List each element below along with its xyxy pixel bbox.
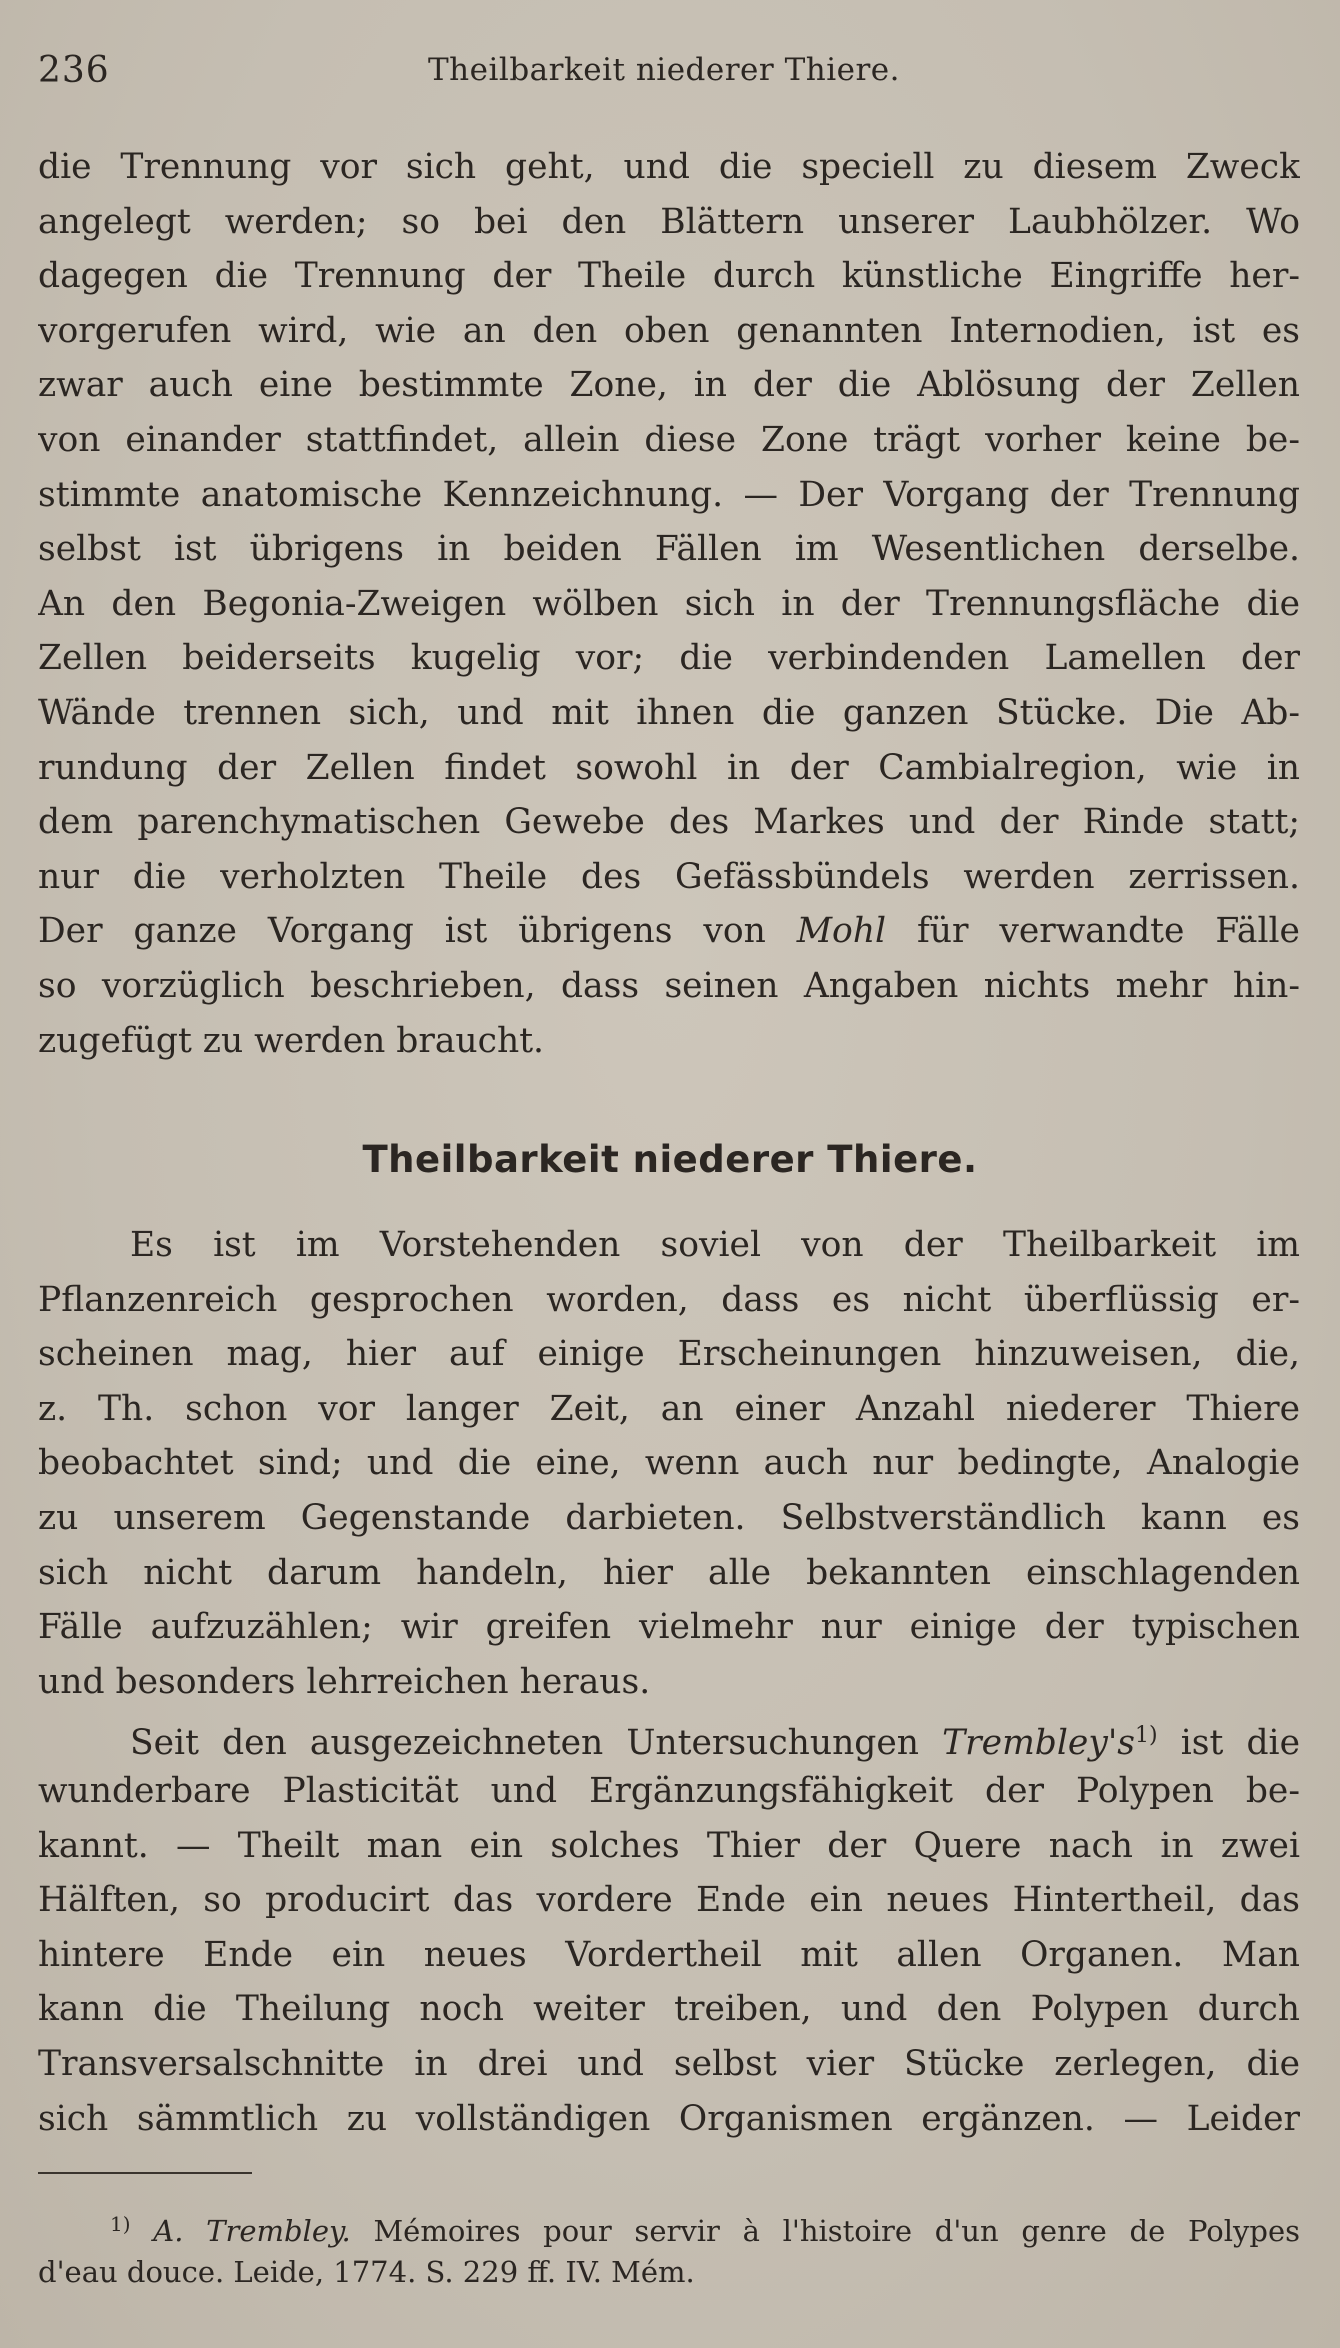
footnote-divider (38, 2172, 252, 2174)
paragraph-intro-thiere (38, 1218, 1300, 2146)
text-line: von einander stattfindet, allein diese Zone trägt vorher keine be- (38, 419, 1300, 460)
running-title: Theilbarkeit niederer Thiere. (428, 52, 900, 88)
text-line-mohl (38, 904, 1300, 959)
text-line: Pflanzenreich gesprochen worden, dass es nicht überflüssig er- (38, 1279, 1300, 1320)
text-line: An den Begonia-Zweigen wölben sich in der Trennungsfläche die (38, 583, 1300, 624)
text-line: z. Th. schon vor langer Zeit, an einer Anzahl niederer Thiere (38, 1388, 1300, 1429)
text-line: hintere Ende ein neues Vordertheil mit allen Organen. Man (38, 1934, 1300, 1975)
text-line: sich nicht darum handeln, hier alle bekannten einschlagenden (38, 1552, 1300, 1593)
text-line: die Trennung vor sich geht, und die speciell zu diesem Zweck (38, 147, 1300, 187)
text-line: zugefügt zu werden braucht. (38, 1020, 545, 1061)
text-line: vorgerufen wird, wie an den oben genannten Internodien, ist es (38, 310, 1300, 351)
text-segment: für verwandte Fälle (886, 911, 1300, 952)
text-line: selbst ist übrigens in beiden Fällen im Wesentlichen derselbe. (38, 529, 1300, 570)
text-line: so vorzüglich beschrieben, dass seinen Angaben nichts mehr hin- (38, 965, 1300, 1006)
text-line: und besonders lehrreichen heraus. (38, 1661, 651, 1702)
author-name-trembley: Trembley's (942, 1723, 1136, 1764)
text-line: zu unserem Gegenstande darbieten. Selbstverständlich kann es (38, 1497, 1300, 1538)
author-name-mohl: Mohl (796, 911, 887, 952)
text-line: Hälften, so producirt das vordere Ende ein neues Hintertheil, das (38, 1880, 1300, 1921)
text-segment: Seit den ausgezeichneten Untersuchungen (130, 1723, 943, 1764)
footnote (38, 2200, 1300, 2296)
text-line: rundung der Zellen findet sowohl in der Cambialregion, wie in (38, 747, 1300, 788)
text-line: scheinen mag, hier auf einige Erscheinungen hinzuweisen, die, (38, 1334, 1300, 1375)
section-heading: Theilbarkeit niederer Thiere. (362, 1138, 978, 1181)
footnote-line: d'eau douce. Leide, 1774. S. 229 ff. IV. Mém. (38, 2255, 695, 2289)
text-segment: Der ganze Vorgang ist übrigens von (38, 911, 797, 952)
text-line: dem parenchymatischen Gewebe des Markes und der Rinde statt; (38, 802, 1300, 843)
footnote-line (38, 2200, 1300, 2248)
text-line-trembley (38, 1709, 1300, 1764)
text-line: stimmte anatomische Kennzeichnung. — Der Vorgang der Trennung (38, 474, 1300, 515)
page-header (38, 40, 1300, 100)
footnote-author: A. Trembley. (153, 2214, 351, 2248)
text-line: sich sämmtlich zu vollständigen Organismen ergänzen. — Leider (38, 2098, 1300, 2139)
paragraph-trennung (38, 140, 1300, 1068)
text-segment: ist die (1157, 1723, 1300, 1764)
text-line: kann die Theilung noch weiter treiben, und den Polypen durch (38, 1989, 1300, 2030)
text-line: dagegen die Trennung der Theile durch künstliche Eingriffe her- (38, 256, 1300, 297)
footnote-title: Mémoires pour servir à l'histoire d'un genre de Polypes (350, 2214, 1300, 2248)
text-line: Es ist im Vorstehenden soviel von der Theilbarkeit im (130, 1225, 1300, 1265)
text-line: Zellen beiderseits kugelig vor; die verbindenden Lamellen der (38, 638, 1300, 679)
page-number: 236 (38, 50, 110, 91)
text-line: nur die verholzten Theile des Gefässbündels werden zerrissen. (38, 856, 1300, 897)
text-line: Transversalschnitte in drei und selbst vier Stücke zerlegen, die (38, 2043, 1300, 2084)
footnote-marker: 1) (110, 2212, 131, 2236)
text-line: angelegt werden; so bei den Blättern unserer Laubhölzer. Wo (38, 201, 1300, 242)
text-line: wunderbare Plasticität und Ergänzungsfähigkeit der Polypen be- (38, 1770, 1300, 1811)
text-line: Wände trennen sich, und mit ihnen die ganzen Stücke. Die Ab- (38, 692, 1300, 733)
text-line: Fälle aufzuzählen; wir greifen vielmehr nur einige der typischen (38, 1607, 1300, 1648)
footnote-reference[interactable]: 1) (1135, 1723, 1158, 1749)
text-line: beobachtet sind; und die eine, wenn auch nur bedingte, Analogie (38, 1443, 1300, 1484)
text-line: kannt. — Theilt man ein solches Thier der Quere nach in zwei (38, 1825, 1300, 1866)
text-line: zwar auch eine bestimmte Zone, in der die Ablösung der Zellen (38, 365, 1300, 406)
